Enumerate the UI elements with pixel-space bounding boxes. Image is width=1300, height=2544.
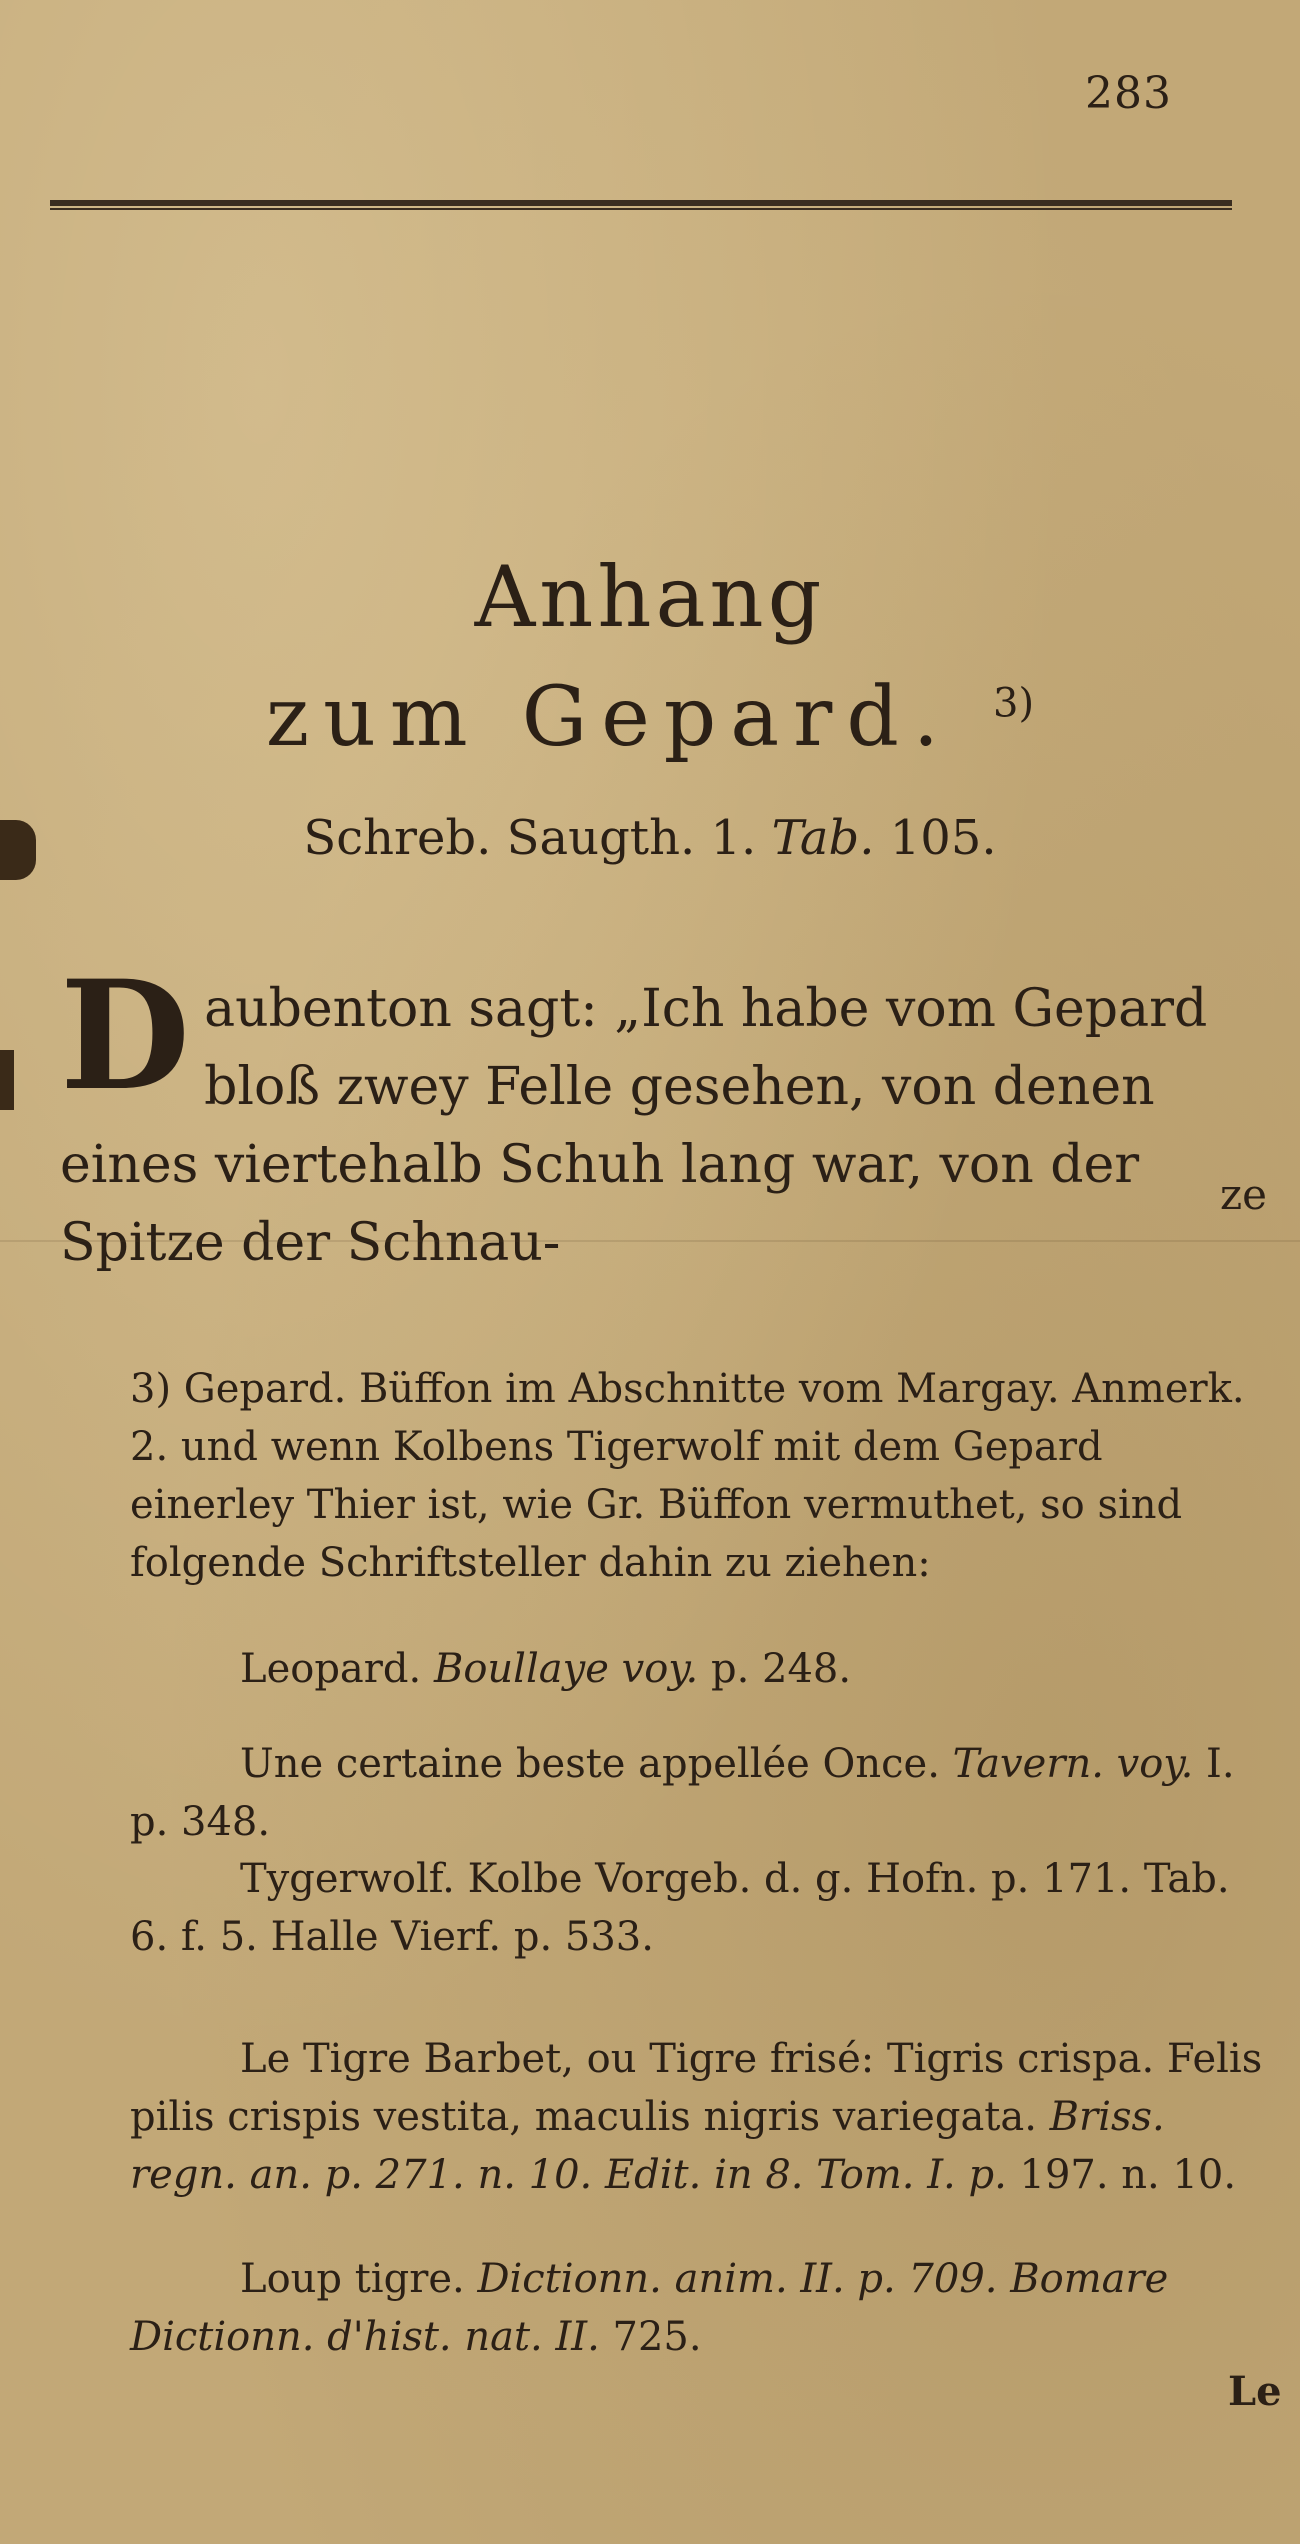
entry-main: Une certaine beste appellée Once. <box>240 1741 940 1787</box>
entry-rest: p. 248. <box>711 1646 852 1692</box>
page-catchword: Le <box>1228 2368 1282 2415</box>
entry-main: Leopard. <box>240 1646 422 1692</box>
chapter-subtitle-text: zum Gepard. <box>265 670 953 765</box>
entry-rest: 725. <box>612 2314 702 2360</box>
footnote-entry-5 <box>130 2250 1270 2366</box>
body-text: aubenton sagt: „Ich habe vom Gepard bloß zwey Felle gesehen, von denen eines viertehalb Schuh lang war, von der Spitze der Schnau- <box>60 979 1208 1273</box>
entry-main: Loup tigre. <box>240 2256 465 2302</box>
footnote-entry-2 <box>130 1735 1270 1851</box>
entry-italic: Tavern. voy. <box>952 1741 1194 1787</box>
page-edge-shadow-lower <box>0 1050 14 1110</box>
page-number: 283 <box>1085 68 1172 119</box>
header-rule <box>50 200 1232 210</box>
page-fold-line <box>0 1240 1300 1242</box>
chapter-title: Anhang <box>474 548 826 646</box>
body-paragraph <box>60 948 1240 1282</box>
footnote-entry-4 <box>130 2030 1270 2204</box>
reference-suffix: 105. <box>889 810 997 866</box>
entry-italic: Briss. regn. an. p. 271. n. 10. Edit. in 8. Tom. I. p. <box>130 2094 1165 2198</box>
footnote-entry-3 <box>130 1850 1270 1966</box>
reference-italic: Tab. <box>771 810 875 866</box>
reference-line <box>0 810 1300 866</box>
footnote-entry-1 <box>130 1640 1270 1698</box>
entry-rest: 197. n. 10. <box>1019 2152 1237 2198</box>
footnote-intro: 3) Gepard. Büffon im Abschnitte vom Margay. Anmerk. 2. und wenn Kolbens Tigerwolf mit dem Gepard einerley Thier ist, wie Gr. Büffon vermuthet, so sind folgende Schriftsteller dahin zu ziehen: <box>130 1366 1245 1586</box>
chapter-subtitle <box>0 670 1300 765</box>
footnote-marker: 3) <box>993 680 1035 727</box>
entry-rest: I. p. 348. <box>130 1741 1235 1845</box>
entry-italic: Dictionn. anim. II. p. 709. Bomare Dictionn. d'hist. nat. II. <box>130 2256 1169 2360</box>
entry-main: Tygerwolf. Kolbe Vorgeb. d. g. Hofn. p. 171. Tab. 6. f. 5. Halle Vierf. p. 533. <box>130 1856 1230 1960</box>
reference-prefix: Schreb. Saugth. 1. <box>303 810 757 866</box>
entry-main: Le Tigre Barbet, ou Tigre frisé: Tigris crispa. Felis pilis crispis vestita, maculis nigris variegata. <box>130 2036 1263 2140</box>
drop-cap: D <box>60 948 191 1124</box>
entry-italic: Boullaye voy. <box>433 1646 699 1692</box>
catchword: ze <box>1220 1170 1267 1219</box>
